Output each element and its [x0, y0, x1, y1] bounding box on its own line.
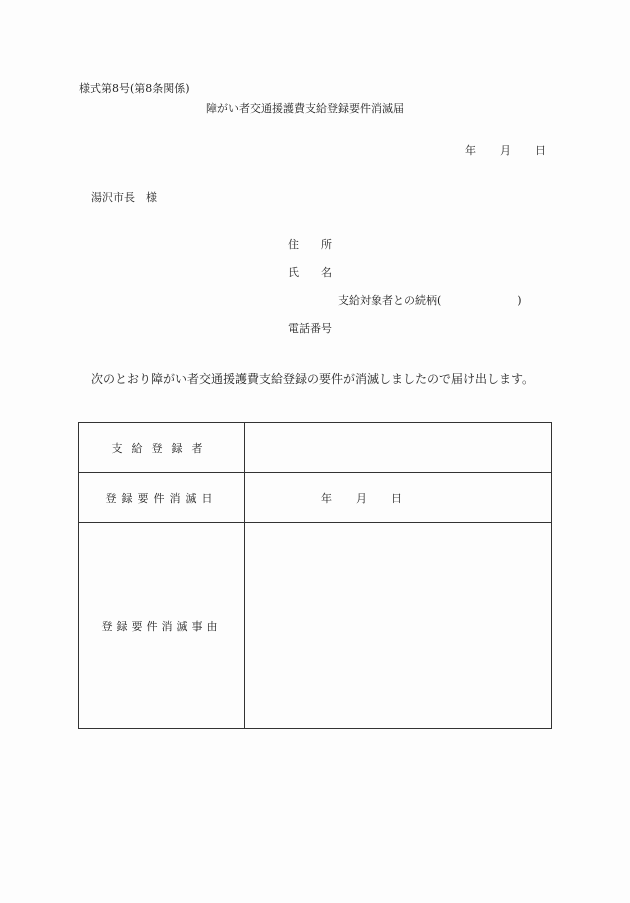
date-day-label: 日 — [535, 144, 546, 157]
body-text: 次のとおり障がい者交通援護費支給登録の要件が消滅しましたので届け出します。 — [91, 372, 535, 386]
form-number: 様式第8号(第8条関係) — [79, 82, 190, 95]
extinction-date-label-cell — [79, 473, 245, 523]
date-month-label: 月 — [500, 144, 511, 157]
notification-table — [78, 422, 552, 729]
recipient-label-cell — [79, 423, 245, 473]
table-row — [79, 473, 552, 523]
table-row — [79, 523, 552, 729]
extinction-date-label: 登録要件消滅日 — [105, 491, 218, 505]
extinction-date-year: 年 — [321, 491, 332, 505]
phone-label: 電話番号 — [288, 322, 332, 335]
address-label: 住 所 — [288, 238, 332, 251]
table-row — [79, 423, 552, 473]
date-line — [465, 142, 546, 158]
extinction-date-month: 月 — [356, 491, 367, 505]
extinction-date-day: 日 — [391, 491, 402, 505]
recipient-label: 支給登録者 — [111, 441, 212, 455]
extinction-date-value-cell[interactable] — [245, 473, 552, 523]
date-year-label: 年 — [465, 144, 476, 157]
addressee: 湯沢市長 様 — [91, 191, 157, 204]
document-title: 障がい者交通援護費支給登録要件消滅届 — [206, 102, 404, 115]
name-label: 氏 名 — [288, 266, 332, 279]
extinction-reason-value-cell[interactable] — [245, 523, 552, 729]
extinction-reason-label-cell — [79, 523, 245, 729]
relation-label: 支給対象者との続柄( ) — [338, 294, 522, 307]
recipient-value-cell[interactable] — [245, 423, 552, 473]
extinction-reason-label: 登録要件消滅事由 — [101, 619, 222, 633]
